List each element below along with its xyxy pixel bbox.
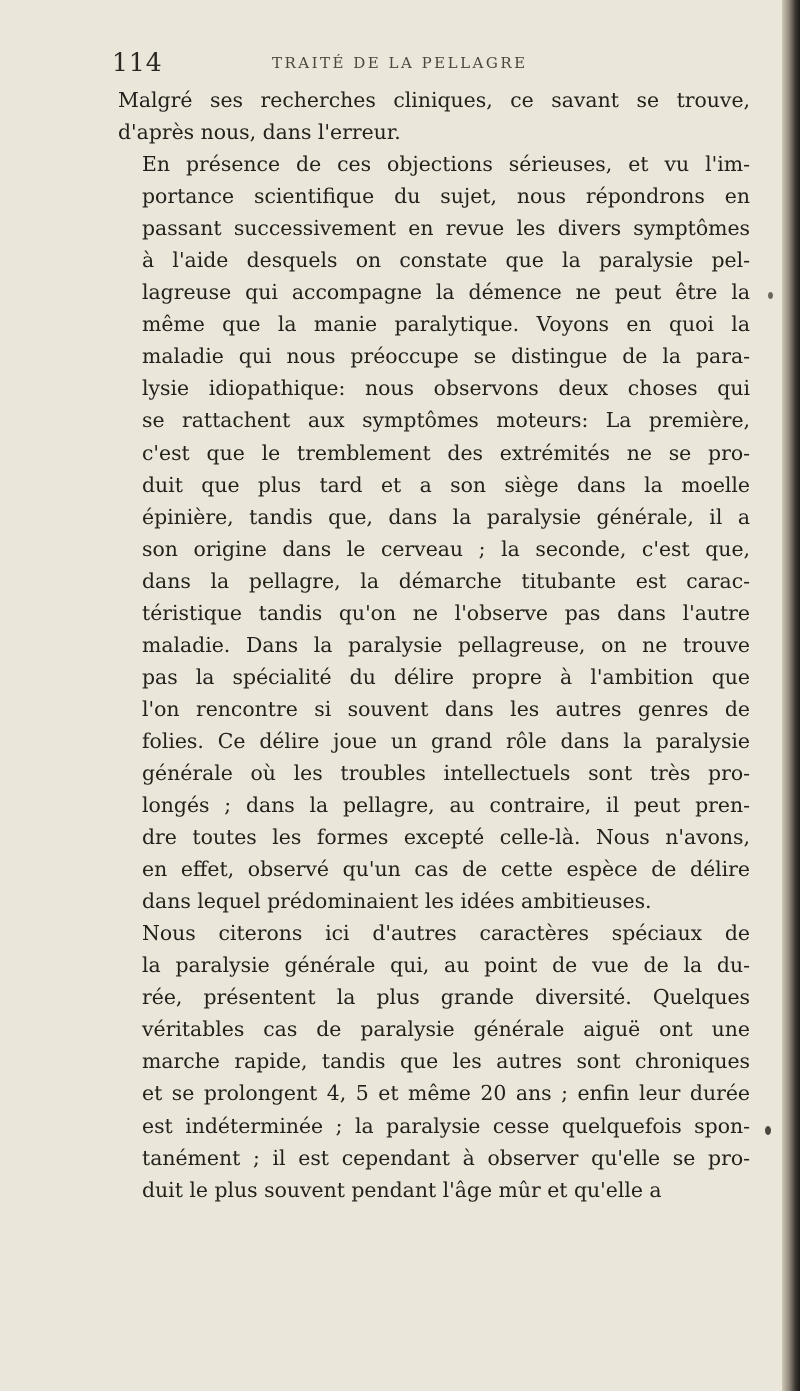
- text-line: rée, présentent la plus grande diversité. Quelques: [142, 985, 750, 1010]
- paragraph: [118, 917, 750, 1205]
- body-text: [118, 84, 750, 1206]
- text-line: lysie idiopathique: nous observons deux choses qui: [142, 376, 750, 401]
- text-line: l'on rencontre si souvent dans les autres genres de: [142, 696, 750, 721]
- ink-speck: [768, 292, 773, 299]
- text-line: longés ; dans la pellagre, au contraire, il peut pren-: [142, 793, 750, 818]
- text-line: son origine dans le cerveau ; la seconde, c'est que,: [142, 536, 750, 561]
- text-line: folies. Ce délire joue un grand rôle dans la paralysie: [142, 728, 750, 753]
- text-line: maladie. Dans la paralysie pellagreuse, on ne trouve: [142, 632, 750, 657]
- text-line: même que la manie paralytique. Voyons en quoi la: [142, 312, 750, 337]
- text-line: pas la spécialité du délire propre à l'ambition que: [142, 664, 750, 689]
- text-line: c'est que le tremblement des extrémités ne se pro-: [142, 440, 750, 465]
- running-title: TRAITÉ DE LA PELLAGRE: [272, 54, 528, 72]
- text-line: passant successivement en revue les divers symptômes: [142, 216, 750, 241]
- text-line: portance scientifique du sujet, nous répondrons en: [142, 184, 750, 209]
- text-line: Malgré ses recherches cliniques, ce savant se trouve,: [118, 88, 750, 112]
- paragraph: [118, 84, 750, 148]
- ink-speck: [765, 1126, 771, 1135]
- text-line: et se prolongent 4, 5 et même 20 ans ; enfin leur durée: [142, 1081, 750, 1106]
- paragraph: [118, 148, 750, 917]
- page-number: 114: [112, 48, 163, 77]
- text-line: à l'aide desquels on constate que la paralysie pel-: [142, 248, 750, 273]
- text-line: duit que plus tard et a son siège dans la moelle: [142, 472, 750, 497]
- text-line: se rattachent aux symptômes moteurs: La première,: [142, 408, 750, 433]
- text-line: dans lequel prédominaient les idées ambitieuses.: [142, 889, 652, 914]
- text-line: en effet, observé qu'un cas de cette espèce de délire: [142, 857, 750, 882]
- text-line: En présence de ces objections sérieuses, et vu l'im-: [142, 152, 750, 177]
- page-binding-shadow: [782, 0, 800, 1391]
- text-line: marche rapide, tandis que les autres sont chroniques: [142, 1049, 750, 1074]
- text-line: véritables cas de paralysie générale aiguë ont une: [142, 1017, 750, 1042]
- text-line: d'après nous, dans l'erreur.: [118, 120, 401, 145]
- text-line: téristique tandis qu'on ne l'observe pas dans l'autre: [142, 600, 750, 625]
- text-line: épinière, tandis que, dans la paralysie générale, il a: [142, 504, 750, 529]
- text-line: la paralysie générale qui, au point de vue de la du-: [142, 953, 750, 978]
- text-line: Nous citerons ici d'autres caractères spéciaux de: [142, 921, 750, 946]
- text-line: duit le plus souvent pendant l'âge mûr et qu'elle a: [142, 1177, 662, 1202]
- text-line: générale où les troubles intellectuels sont très pro-: [142, 760, 750, 785]
- text-line: dans la pellagre, la démarche titubante est carac-: [142, 568, 750, 593]
- text-line: dre toutes les formes excepté celle-là. Nous n'avons,: [142, 825, 750, 850]
- page-header: [112, 48, 752, 88]
- text-line: est indéterminée ; la paralysie cesse quelquefois spon-: [142, 1113, 750, 1138]
- text-line: lagreuse qui accompagne la démence ne peut être la: [142, 280, 750, 305]
- text-line: tanément ; il est cependant à observer qu'elle se pro-: [142, 1145, 750, 1170]
- text-line: maladie qui nous préoccupe se distingue de la para-: [142, 344, 750, 369]
